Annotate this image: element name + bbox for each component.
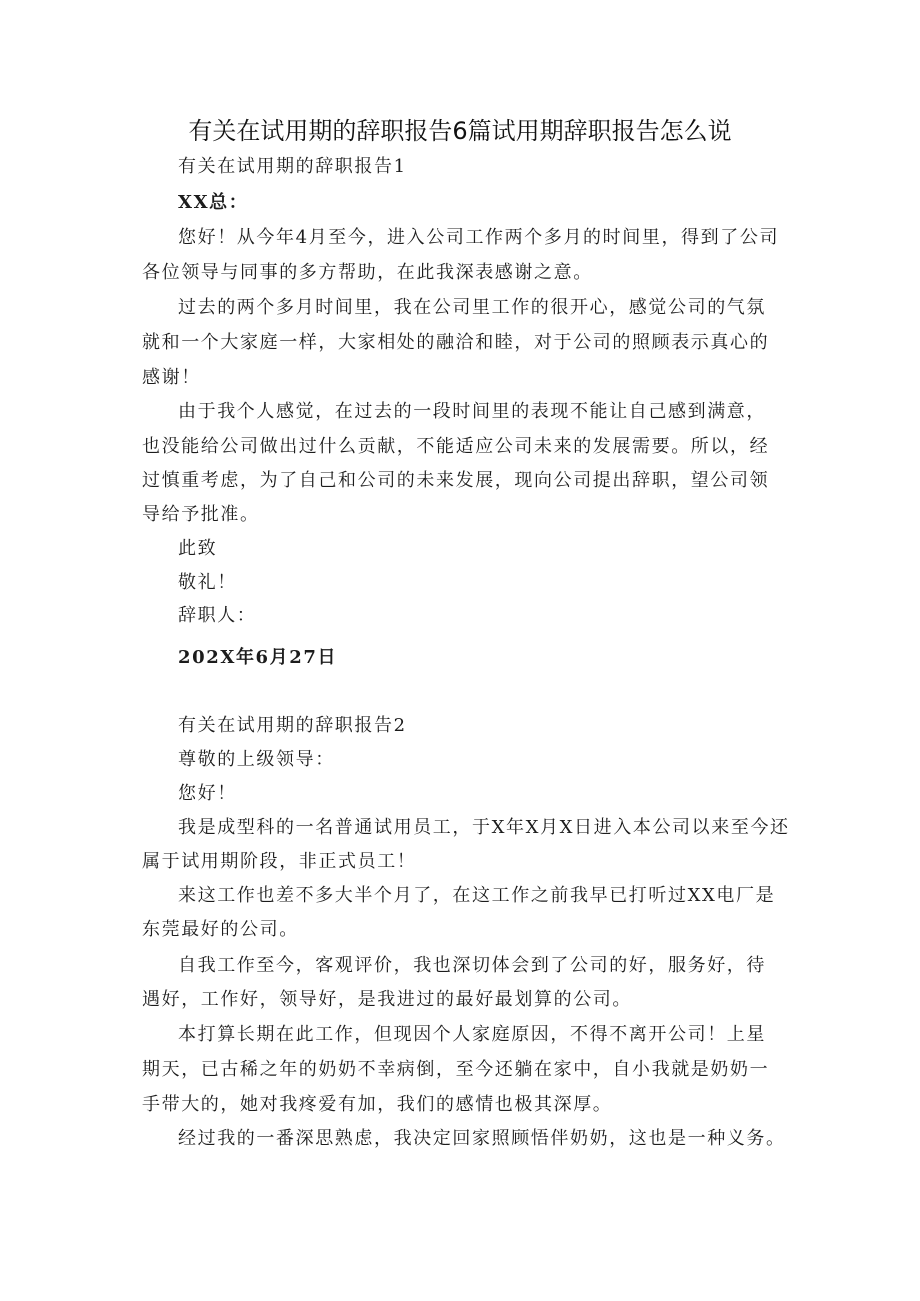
salutation: 尊敬的上级领导： xyxy=(178,749,335,770)
paragraph-line: 属于试用期阶段，非正式员工！ xyxy=(142,851,417,872)
closing-line: 敬礼！ xyxy=(178,572,237,593)
paragraph-line: 感谢！ xyxy=(142,367,201,388)
salutation: XX总： xyxy=(178,192,249,213)
section-heading: 有关在试用期的辞职报告2 xyxy=(178,715,407,736)
paragraph-line: 手带大的，她对我疼爱有加，我们的感情也极其深厚。 xyxy=(142,1094,613,1115)
paragraph-line: 经过我的一番深思熟虑，我决定回家照顾悟伴奶奶，这也是一种义务。 xyxy=(178,1128,786,1149)
paragraph-line: 本打算长期在此工作，但现因个人家庭原因，不得不离开公司！上星 xyxy=(178,1024,766,1045)
paragraph-line: 来这工作也差不多大半个月了，在这工作之前我早已打听过XX电厂是 xyxy=(178,885,776,906)
section-heading: 有关在试用期的辞职报告1 xyxy=(178,156,407,177)
document-title: 有关在试用期的辞职报告6篇试用期辞职报告怎么说 xyxy=(188,117,732,145)
paragraph-line: 导给予批准。 xyxy=(142,504,260,525)
closing-line: 此致 xyxy=(178,538,218,559)
paragraph-line: 自我工作至今，客观评价，我也深切体会到了公司的好，服务好，待 xyxy=(178,955,766,976)
date-line: 202X年6月27日 xyxy=(178,647,338,668)
paragraph-line: 由于我个人感觉，在过去的一段时间里的表现不能让自己感到满意， xyxy=(178,401,766,422)
paragraph-line: 东莞最好的公司。 xyxy=(142,919,299,940)
paragraph-line: 就和一个大家庭一样，大家相处的融洽和睦，对于公司的照顾表示真心的 xyxy=(142,332,770,353)
paragraph-line: 您好！从今年4月至今，进入公司工作两个多月的时间里，得到了公司 xyxy=(178,227,780,248)
paragraph-line: 也没能给公司做出过什么贡献，不能适应公司未来的发展需要。所以，经 xyxy=(142,436,770,457)
paragraph-line: 我是成型科的一名普通试用员工，于X年X月X日进入本公司以来至今还 xyxy=(178,817,790,838)
paragraph-line: 过去的两个多月时间里，我在公司里工作的很开心，感觉公司的气氛 xyxy=(178,297,766,318)
signer-label: 辞职人： xyxy=(178,605,257,626)
greeting: 您好！ xyxy=(178,783,237,804)
paragraph-line: 各位领导与同事的多方帮助，在此我深表感谢之意。 xyxy=(142,262,593,283)
paragraph-line: 过慎重考虑，为了自己和公司的未来发展，现向公司提出辞职，望公司领 xyxy=(142,470,770,491)
paragraph-line: 遇好，工作好，领导好，是我进过的最好最划算的公司。 xyxy=(142,989,632,1010)
paragraph-line: 期天，已古稀之年的奶奶不幸病倒，至今还躺在家中，自小我就是奶奶一 xyxy=(142,1059,770,1080)
